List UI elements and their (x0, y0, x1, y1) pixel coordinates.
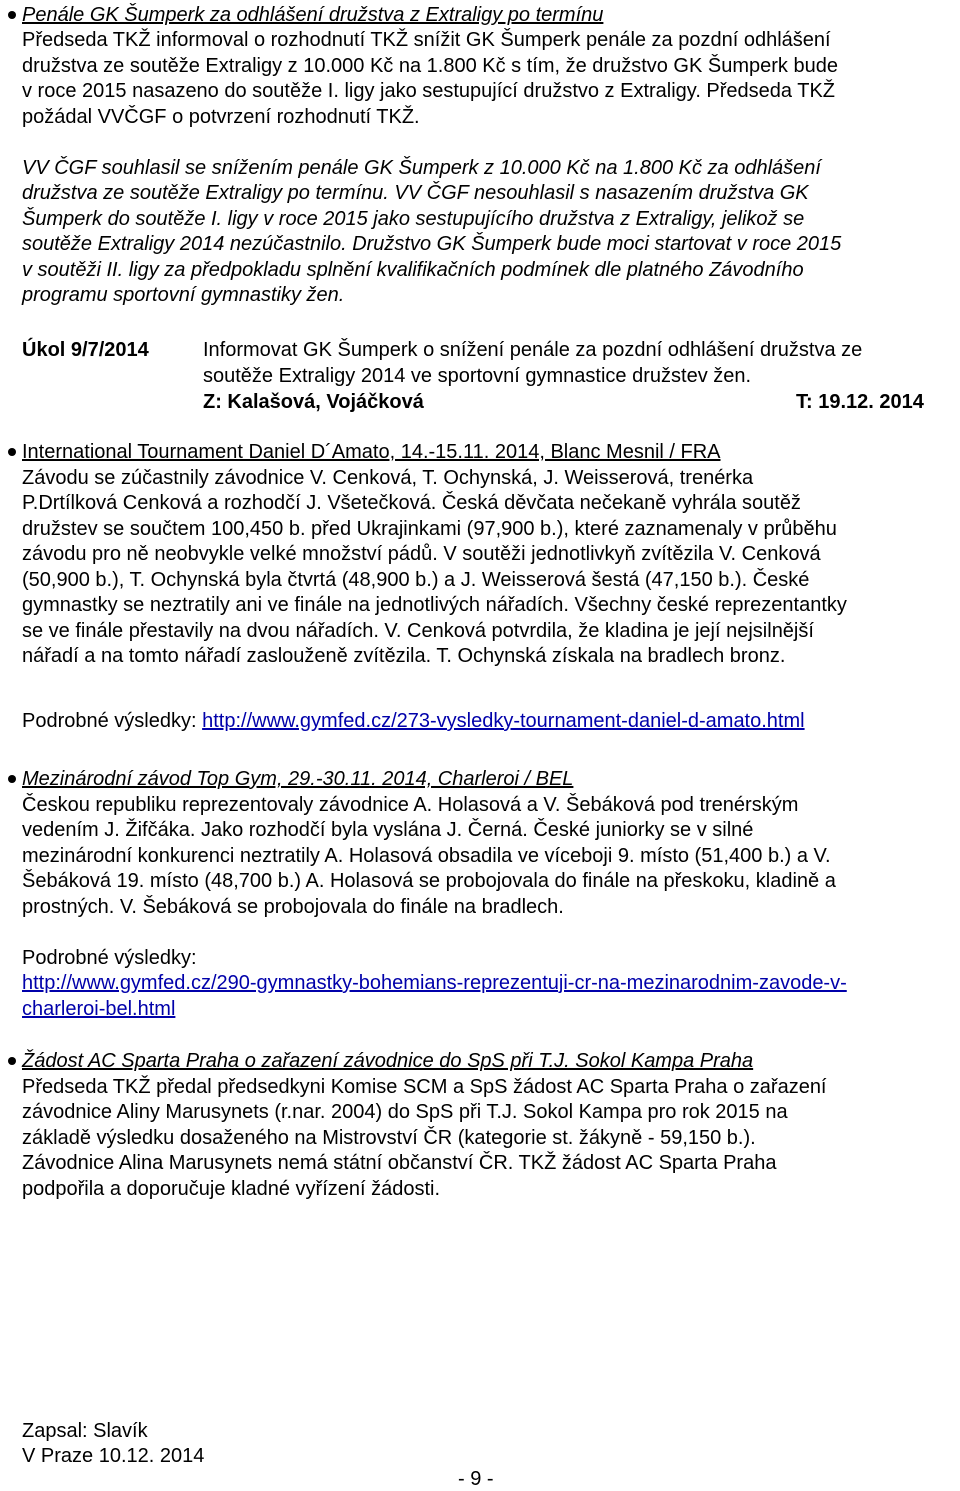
task-text: soutěže Extraligy 2014 ve sportovní gymnastice družstev žen. (203, 365, 752, 387)
paragraph-line: Českou republiku reprezentovaly závodnice A. Holasová a V. Šebáková pod trenérským (22, 794, 799, 816)
paragraph-line: vedením J. Žifčáka. Jako rozhodčí byla vyslána J. Černá. České juniorky se v silné (22, 819, 754, 841)
decision-line: VV ČGF souhlasil se snížením penále GK Šumperk z 10.000 Kč na 1.800 Kč za odhlášení (22, 157, 821, 179)
results-link-amato[interactable]: http://www.gymfed.cz/273-vysledky-tournament-daniel-d-amato.html (202, 710, 805, 732)
page-number: - 9 - (458, 1468, 494, 1490)
results-line (22, 709, 805, 733)
section-title-amato: International Tournament Daniel D´Amato, 14.-15.11. 2014, Blanc Mesnil / FRA (22, 441, 721, 463)
place-date: V Praze 10.12. 2014 (22, 1445, 205, 1467)
paragraph-line: podpořila a doporučuje kladné vyřízení žádosti. (22, 1178, 441, 1200)
paragraph-line: Šebáková 19. místo (48,700 b.) A. Holasová se probojovala do finále na přeskoku, kladině a (22, 870, 836, 892)
task-responsible: Z: Kalašová, Vojáčková (203, 391, 424, 413)
section-title-topgym: Mezinárodní závod Top Gym, 29.-30.11. 2014, Charleroi / BEL (22, 768, 574, 790)
results-label: Podrobné výsledky: (22, 947, 197, 969)
decision-line: Šumperk do soutěže I. ligy v roce 2015 jako sestupujícího družstva z Extraligy, jelikož se (22, 208, 805, 230)
bullet (8, 1057, 16, 1065)
bullet (8, 775, 16, 783)
paragraph-line: mezinárodní konkurenci neztratily A. Holasová obsadila ve víceboji 9. místo (51,400 b.) a V. (22, 845, 831, 867)
results-label: Podrobné výsledky: (22, 710, 203, 732)
decision-line: programu sportovní gymnastiky žen. (22, 284, 345, 306)
paragraph-line: prostných. V. Šebáková se probojovala do finále na bradlech. (22, 896, 564, 918)
bullet (8, 11, 16, 19)
bullet (8, 448, 16, 456)
results-link-topgym[interactable]: http://www.gymfed.cz/290-gymnastky-bohemians-reprezentuji-cr-na-mezinarodnim-zavode-v- (22, 972, 847, 994)
task-deadline: T: 19.12. 2014 (796, 391, 924, 413)
task-text: Informovat GK Šumperk o snížení penále za pozdní odhlášení družstva ze (203, 339, 863, 361)
paragraph-line: družstva ze soutěže Extraligy z 10.000 Kč na 1.800 Kč s tím, že družstvo GK Šumperk bude (22, 55, 838, 77)
paragraph-line: gymnastky se neztratily ani ve finále na jednotlivých nářadích. Všechny české reprezentantky (22, 594, 847, 616)
paragraph-line: základě výsledku dosaženého na Mistrovství ČR (kategorie st. žákyně - 59,150 b.). (22, 1127, 756, 1149)
paragraph-line: závodu pro ně neobvykle velké množství pádů. V soutěži jednotlivkyň zvítězila V. Cenková (22, 543, 821, 565)
paragraph-line: v roce 2015 nasazeno do soutěže I. ligy jako sestupující družstvo z Extraligy. Předseda TKŽ (22, 80, 836, 102)
paragraph-line: závodnice Aliny Marusynets (r.nar. 2004) do SpS při T.J. Sokol Kampa pro rok 2015 na (22, 1101, 788, 1123)
paragraph-line: požádal VVČGF o potvrzení rozhodnutí TKŽ. (22, 106, 420, 128)
results-link-topgym-cont[interactable]: charleroi-bel.html (22, 998, 176, 1020)
paragraph-line: P.Drtílková Cenková a rozhodčí J. Všetečková. Česká děvčata nečekaně vyhrála soutěž (22, 492, 801, 514)
paragraph-line: nářadí a na tomto nářadí zaslouženě zvítězila. T. Ochynská získala na bradlech bronz. (22, 645, 786, 667)
paragraph-line: Závodnice Alina Marusynets nemá státní občanství ČR. TKŽ žádost AC Sparta Praha (22, 1152, 777, 1174)
paragraph-line: (50,900 b.), T. Ochynská byla čtvrtá (48,900 b.) a J. Weisserová šestá (47,150 b.). České (22, 569, 810, 591)
decision-line: soutěže Extraligy 2014 nezúčastnilo. Družstvo GK Šumperk bude moci startovat v roce 2015 (22, 233, 842, 255)
task-label: Úkol 9/7/2014 (22, 339, 149, 361)
recorded-by: Zapsal: Slavík (22, 1420, 148, 1442)
paragraph-line: Předseda TKŽ předal předsedkyni Komise SCM a SpS žádost AC Sparta Praha o zařazení (22, 1076, 827, 1098)
paragraph-line: Předseda TKŽ informoval o rozhodnutí TKŽ snížit GK Šumperk penále za pozdní odhlášení (22, 29, 831, 51)
paragraph-line: družstev se součtem 100,450 b. před Ukrajinkami (97,900 b.), které zaznamenaly v průběhu (22, 518, 837, 540)
section-title-penalty: Penále GK Šumperk za odhlášení družstva z Extraligy po termínu (22, 4, 604, 26)
paragraph-line: se ve finále přestavily na dvou nářadích. V. Cenková potvrdila, že kladina je její nejsilnější (22, 620, 814, 642)
section-title-sparta: Žádost AC Sparta Praha o zařazení závodnice do SpS při T.J. Sokol Kampa Praha (22, 1050, 754, 1072)
decision-line: družstva ze soutěže Extraligy po termínu. VV ČGF nesouhlasil s nasazením družstva GK (22, 182, 809, 204)
decision-line: v soutěži II. ligy za předpokladu splnění kvalifikačních podmínek dle platného Závodního (22, 259, 804, 281)
paragraph-line: Závodu se zúčastnily závodnice V. Cenková, T. Ochynská, J. Weisserová, trenérka (22, 467, 754, 489)
